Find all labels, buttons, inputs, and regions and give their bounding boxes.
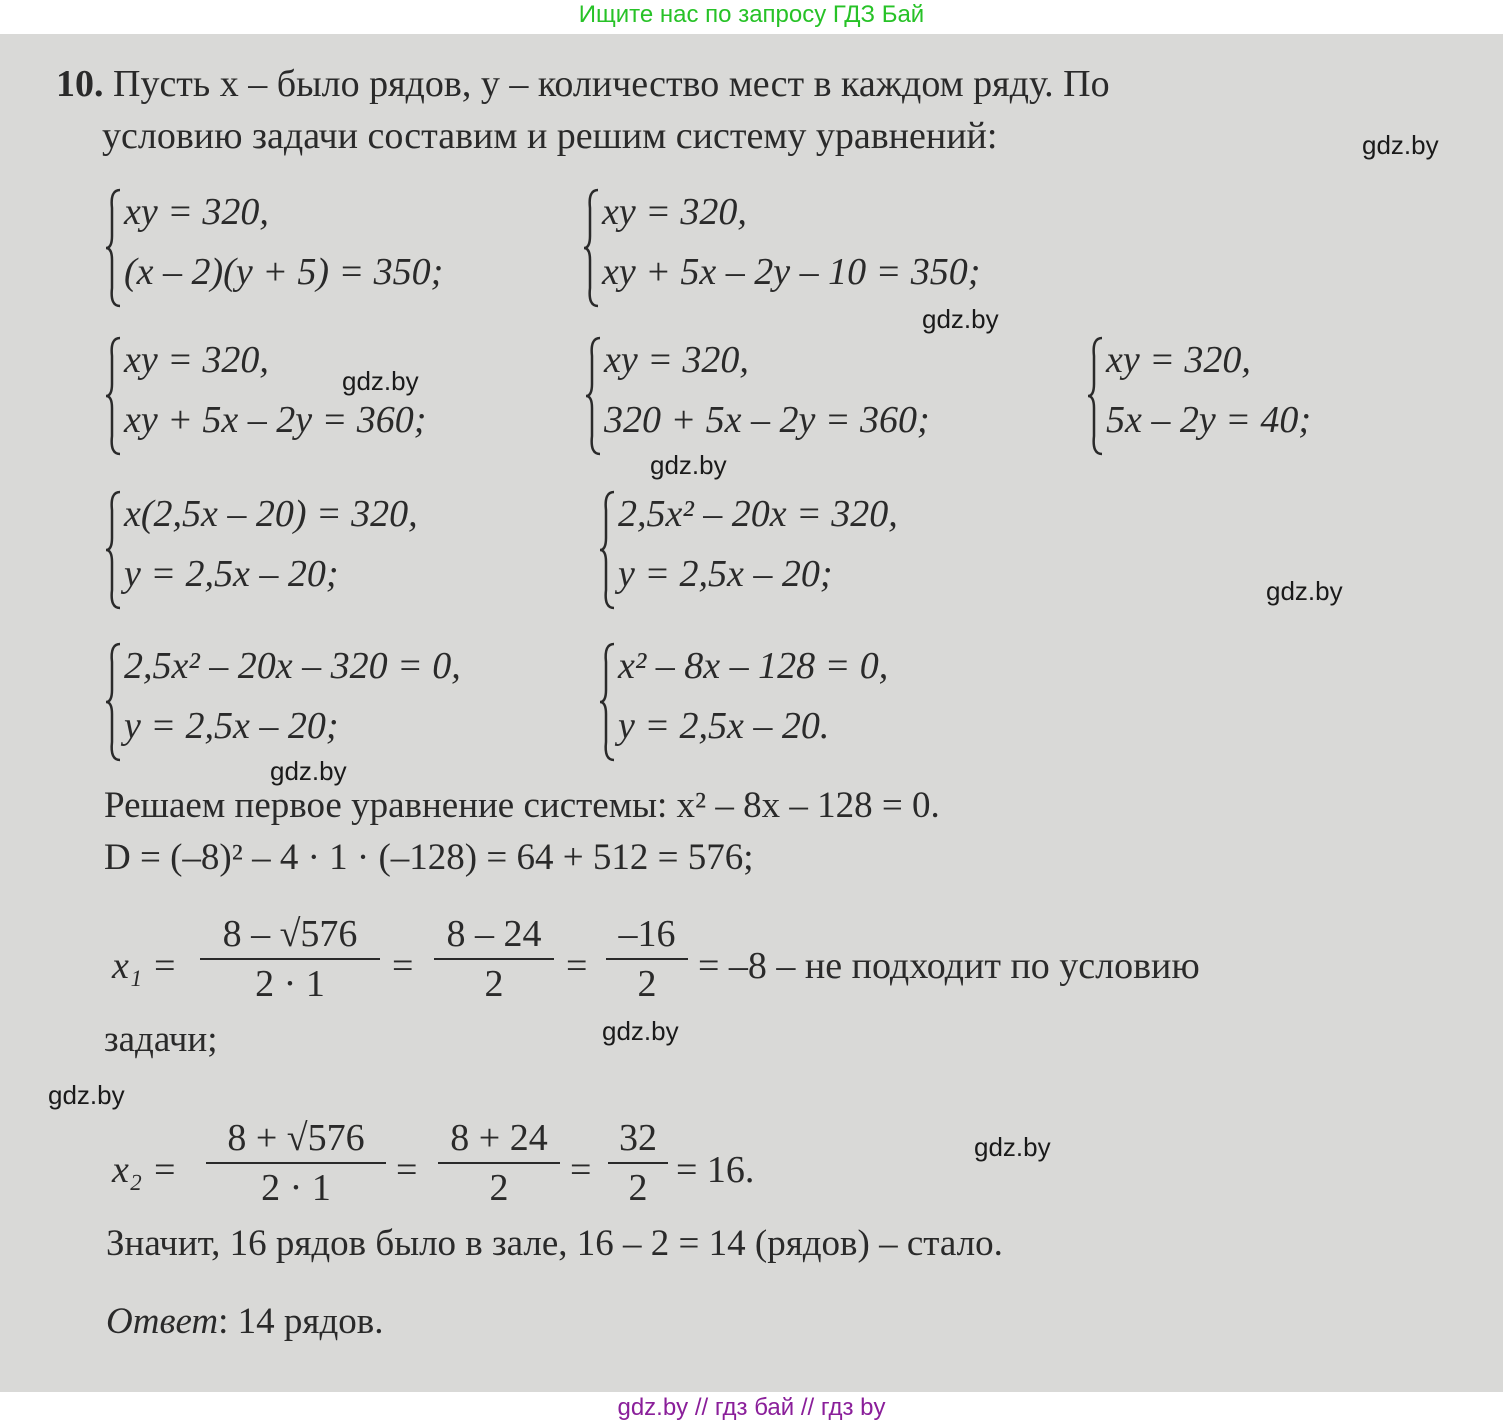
x1-fraction-3	[606, 912, 688, 1006]
watermark: gdz.by	[650, 450, 727, 480]
system-8	[104, 642, 574, 762]
system-2	[582, 188, 1072, 308]
watermark: gdz.by	[342, 366, 419, 396]
system-3-eq1: xy = 320,	[124, 339, 269, 381]
task-intro-line2: условию задачи составим и решим систему уравнений:	[102, 115, 998, 157]
answer-value: : 14 рядов.	[218, 1301, 384, 1342]
x2-eq-1: =	[396, 1149, 418, 1191]
system-3	[104, 336, 524, 456]
brace-icon	[582, 188, 600, 308]
watermark: gdz.by	[48, 1080, 125, 1110]
system-1-eq2: (x – 2)(y + 5) = 350;	[124, 251, 444, 293]
system-2-eq1: xy = 320,	[602, 191, 747, 233]
x1-f3-denominator: 2	[637, 963, 657, 1005]
task-number: 10.	[56, 63, 104, 105]
x1-f1-numerator: 8 – √576	[222, 913, 358, 955]
watermark: gdz.by	[922, 304, 999, 334]
x2-label: x₂ =	[112, 1149, 178, 1191]
watermark: gdz.by	[1362, 130, 1439, 160]
solve-line: Решаем первое уравнение системы: x² – 8x – 128 = 0.	[104, 785, 940, 826]
brace-icon	[104, 336, 122, 456]
system-2-eq2: xy + 5x – 2y – 10 = 350;	[602, 251, 981, 293]
watermark: gdz.by	[602, 1016, 679, 1046]
system-4	[584, 336, 1014, 456]
watermark: gdz.by	[974, 1132, 1051, 1162]
system-6	[104, 490, 524, 610]
system-9	[598, 642, 998, 762]
system-5-eq2: 5x – 2y = 40;	[1106, 399, 1312, 441]
brace-icon	[584, 336, 602, 456]
x2-f2-denominator: 2	[489, 1167, 509, 1209]
x1-tail: = –8 – не подходит по условию	[698, 945, 1200, 987]
x1-f3-numerator: –16	[618, 913, 676, 955]
x1-f1-denominator: 2 · 1	[255, 963, 325, 1005]
system-7-eq2: y = 2,5x – 20;	[618, 553, 833, 595]
discriminant-line: D = (–8)² – 4 · 1 · (–128) = 64 + 512 = 576;	[104, 837, 754, 878]
x2-f2-numerator: 8 + 24	[450, 1117, 548, 1159]
brace-icon	[598, 642, 616, 762]
x1-continuation: задачи;	[104, 1019, 218, 1060]
system-1	[104, 188, 544, 308]
x1-label: x₁ =	[112, 945, 178, 987]
top-banner: Ищите нас по запросу ГДЗ Бай	[578, 1, 925, 28]
conclusion-line: Значит, 16 рядов было в зале, 16 – 2 = 14 (рядов) – стало.	[106, 1223, 1003, 1264]
task-intro-line1	[56, 62, 1110, 106]
brace-icon	[104, 188, 122, 308]
system-4-eq2: 320 + 5x – 2y = 360;	[604, 399, 930, 441]
x2-fraction-3	[608, 1116, 668, 1210]
task-intro-text: Пусть x – было рядов, y – количество мест в каждом ряду. По	[113, 63, 1110, 105]
answer-line	[106, 1300, 384, 1343]
system-5-eq1: xy = 320,	[1106, 339, 1251, 381]
system-8-eq1: 2,5x² – 20x – 320 = 0,	[124, 645, 461, 687]
system-7-eq1: 2,5x² – 20x = 320,	[618, 493, 898, 535]
x1-fraction-2	[434, 912, 554, 1006]
x2-eq-2: =	[570, 1149, 592, 1191]
system-3-eq2: xy + 5x – 2y = 360;	[124, 399, 427, 441]
x1-eq-1: =	[392, 945, 414, 987]
bottom-footer: gdz.by // гдз бай // гдз by	[0, 1392, 1503, 1425]
system-6-eq2: y = 2,5x – 20;	[124, 553, 339, 595]
x1-f2-denominator: 2	[484, 963, 504, 1005]
brace-icon	[104, 490, 122, 610]
system-1-eq1: xy = 320,	[124, 191, 269, 233]
watermark: gdz.by	[270, 756, 347, 786]
x2-f3-numerator: 32	[619, 1117, 657, 1159]
system-7	[598, 490, 998, 610]
x2-fraction-2	[438, 1116, 560, 1210]
system-9-eq2: y = 2,5x – 20.	[618, 705, 830, 747]
brace-icon	[104, 642, 122, 762]
answer-label: Ответ	[106, 1301, 219, 1342]
brace-icon	[1086, 336, 1104, 456]
x2-tail: = 16.	[676, 1149, 755, 1191]
x2-f3-denominator: 2	[628, 1167, 648, 1209]
brace-icon	[598, 490, 616, 610]
system-8-eq2: y = 2,5x – 20;	[124, 705, 339, 747]
x1-f2-numerator: 8 – 24	[446, 913, 542, 955]
x2-f1-numerator: 8 + √576	[227, 1117, 365, 1159]
system-5	[1086, 336, 1386, 456]
system-6-eq1: x(2,5x – 20) = 320,	[124, 493, 418, 535]
x2-fraction-1	[206, 1116, 386, 1210]
x1-fraction-1	[200, 912, 380, 1006]
watermark: gdz.by	[1266, 576, 1343, 606]
system-9-eq1: x² – 8x – 128 = 0,	[618, 645, 889, 687]
system-4-eq1: xy = 320,	[604, 339, 749, 381]
x2-f1-denominator: 2 · 1	[261, 1167, 331, 1209]
x1-eq-2: =	[566, 945, 588, 987]
